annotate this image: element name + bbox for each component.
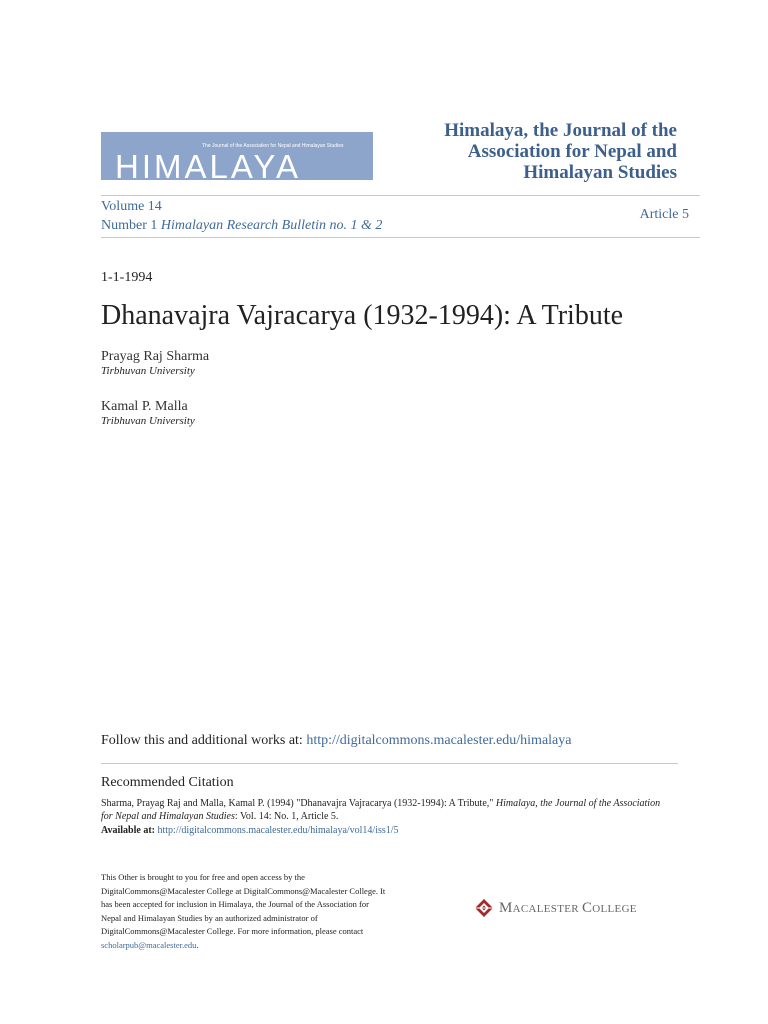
author-block: [101, 399, 195, 427]
journal-title-link[interactable]: [377, 120, 677, 183]
banner-tagline: The Journal of the Association for Nepal and Himalayan Studies: [202, 143, 344, 149]
issue-bulletin: Himalayan Research Bulletin no. 1 & 2: [160, 218, 383, 233]
banner-wordmark: HIMALAYA: [115, 148, 301, 180]
macalester-wordmark: [499, 900, 637, 917]
citation-heading: Recommended Citation: [101, 775, 234, 790]
macalester-college-logo: [474, 897, 664, 921]
issue-number-link[interactable]: [101, 218, 382, 234]
wordmark-part: OLLEGE: [592, 903, 637, 915]
volume-link[interactable]: Volume 14: [101, 199, 162, 214]
author-affiliation: Tirbhuvan University: [101, 365, 195, 377]
divider: [101, 237, 700, 238]
article-number-link[interactable]: Article 5: [639, 207, 689, 222]
author-block: [101, 349, 209, 377]
citation-text: [101, 797, 661, 823]
contact-email-link[interactable]: scholarpub@macalester.edu: [101, 939, 197, 950]
available-line: [101, 825, 399, 836]
publication-date: 1-1-1994: [101, 270, 153, 285]
follow-label: Follow this and additional works at:: [101, 733, 307, 748]
journal-title-line: Himalayan Studies: [523, 162, 677, 183]
article-title: Dhanavajra Vajracarya (1932-1994): A Tribute: [101, 300, 624, 331]
citation-journal: Himalaya, the Journal of the Association for Nepal and Himalayan Studies: [101, 798, 661, 822]
author-affiliation: Tribhuvan University: [101, 415, 195, 427]
citation-plain: Sharma, Prayag Raj and Malla, Kamal P. (1994) "Dhanavajra Vajracarya (1932-1994): A Tribute,": [101, 798, 496, 809]
follow-line: [101, 733, 571, 749]
issue-number: Number 1: [101, 218, 158, 233]
available-url-link[interactable]: http://digitalcommons.macalester.edu/himalaya/vol14/iss1/5: [157, 825, 399, 836]
journal-title-line: Himalaya, the Journal of the: [444, 120, 677, 141]
macalester-crest-icon: [474, 898, 494, 918]
wordmark-letter: M: [499, 900, 513, 916]
journal-title-line: Association for Nepal and: [467, 141, 677, 162]
wordmark-letter: C: [581, 900, 593, 916]
divider: [101, 763, 678, 764]
author-name: Kamal P. Malla: [101, 399, 188, 414]
wordmark-part: ACALESTER: [512, 903, 582, 915]
access-note: [101, 871, 391, 952]
author-name: Prayag Raj Sharma: [101, 349, 210, 364]
access-note-text: This Other is brought to you for free and open access by the DigitalCommons@Macalester College at DigitalCommons@Macalester College. It has been accepted for inclusion in Himalaya, the Journal of the Association for Nepal and Himalayan Studies by an authorized administrator of DigitalCommons@Macalester College. For more information, please contact: [101, 872, 386, 936]
himalaya-banner-logo: [101, 132, 373, 180]
access-note-end: .: [196, 939, 199, 950]
divider: [101, 195, 700, 196]
available-label: Available at:: [101, 825, 158, 836]
citation-tail: : Vol. 14: No. 1, Article 5.: [234, 811, 339, 822]
follow-url-link[interactable]: http://digitalcommons.macalester.edu/himalaya: [306, 733, 572, 748]
